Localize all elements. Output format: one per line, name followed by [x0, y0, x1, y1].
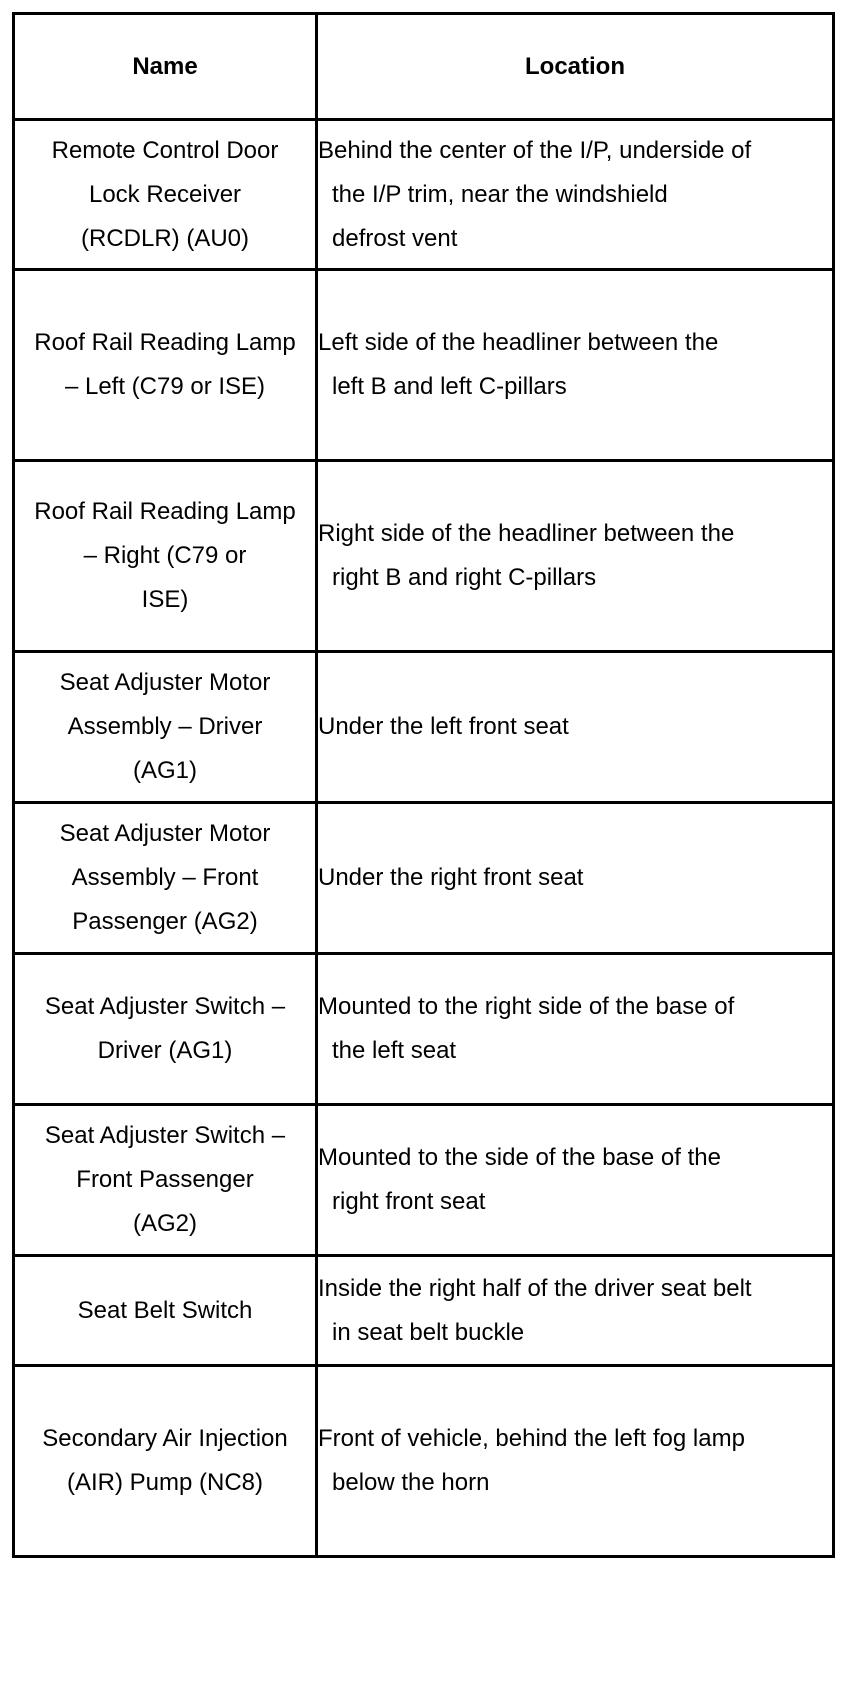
component-name-cell [14, 652, 317, 803]
location-cell [317, 120, 834, 270]
table-row [14, 461, 834, 652]
component-name-line: ISE) [141, 586, 189, 613]
component-name-line: Roof Rail Reading Lamp [34, 329, 296, 356]
component-name-line: (AG1) [132, 757, 197, 784]
component-name-line: (AIR) Pump (NC8) [66, 1469, 264, 1496]
component-name-cell [14, 270, 317, 461]
table-row [14, 803, 834, 954]
component-name-cell [14, 1366, 317, 1557]
location-line: right B and right C-pillars [332, 564, 597, 591]
component-name-line: Assembly – Driver [67, 713, 263, 740]
component-name-line: – Right (C79 or [83, 542, 247, 569]
location-line: the I/P trim, near the windshield [332, 180, 668, 208]
location-line: Front of vehicle, behind the left fog lamp [318, 1425, 745, 1452]
location-line: defrost vent [332, 224, 458, 252]
table-body [14, 120, 834, 1557]
component-name-line: Secondary Air Injection [42, 1425, 288, 1452]
table-row [14, 1256, 834, 1366]
component-name-line: Assembly – Front [71, 864, 259, 891]
location-cell [317, 1366, 834, 1557]
table-row [14, 652, 834, 803]
location-cell [317, 803, 834, 954]
location-line: Mounted to the right side of the base of [318, 993, 735, 1020]
component-name-line: Seat Adjuster Switch – [44, 993, 286, 1020]
component-name-line: (AG2) [132, 1210, 197, 1237]
location-line: Mounted to the side of the base of the [318, 1144, 721, 1171]
component-name-line: Seat Adjuster Motor [59, 820, 271, 847]
header-name: Name [14, 14, 317, 120]
location-line: below the horn [332, 1469, 490, 1496]
table-row [14, 954, 834, 1105]
location-cell [317, 461, 834, 652]
location-line: left B and left C-pillars [332, 373, 567, 400]
location-line: Right side of the headliner between the [318, 520, 735, 547]
location-line: Inside the right half of the driver seat belt [318, 1274, 752, 1302]
location-cell [317, 1256, 834, 1366]
header-row [14, 14, 834, 120]
location-line: in seat belt buckle [332, 1318, 525, 1346]
component-name-line: Front Passenger [76, 1166, 254, 1193]
component-name-line: Seat Adjuster Motor [59, 669, 271, 696]
location-cell [317, 270, 834, 461]
location-line: right front seat [332, 1188, 486, 1215]
component-name-cell [14, 120, 317, 270]
table-row [14, 1366, 834, 1557]
location-cell [317, 652, 834, 803]
component-name-line: – Left (C79 or ISE) [64, 373, 266, 400]
location-line: Behind the center of the I/P, underside of [318, 136, 752, 164]
component-name-line: Remote Control Door [51, 136, 279, 164]
table-row [14, 270, 834, 461]
location-cell [317, 1105, 834, 1256]
component-name-line: (RCDLR) (AU0) [81, 224, 249, 252]
header-location: Location [317, 14, 834, 120]
component-name-cell [14, 1105, 317, 1256]
location-line: the left seat [332, 1037, 457, 1064]
component-name-cell [14, 1256, 317, 1366]
component-name-cell [14, 954, 317, 1105]
location-line: Under the right front seat [318, 864, 584, 891]
location-cell [317, 954, 834, 1105]
component-name-line: Driver (AG1) [97, 1037, 233, 1064]
component-name-line: Lock Receiver [88, 180, 242, 208]
component-name-line: Passenger (AG2) [72, 908, 258, 935]
table-row [14, 1105, 834, 1256]
table-row [14, 120, 834, 270]
component-name-line: Seat Belt Switch [77, 1296, 253, 1324]
component-name-line: Seat Adjuster Switch – [44, 1122, 286, 1149]
component-name-cell [14, 803, 317, 954]
location-line: Under the left front seat [318, 713, 569, 740]
component-name-line: Roof Rail Reading Lamp [34, 498, 296, 525]
component-name-cell [14, 461, 317, 652]
location-line: Left side of the headliner between the [318, 329, 719, 356]
component-location-table [12, 12, 835, 1558]
